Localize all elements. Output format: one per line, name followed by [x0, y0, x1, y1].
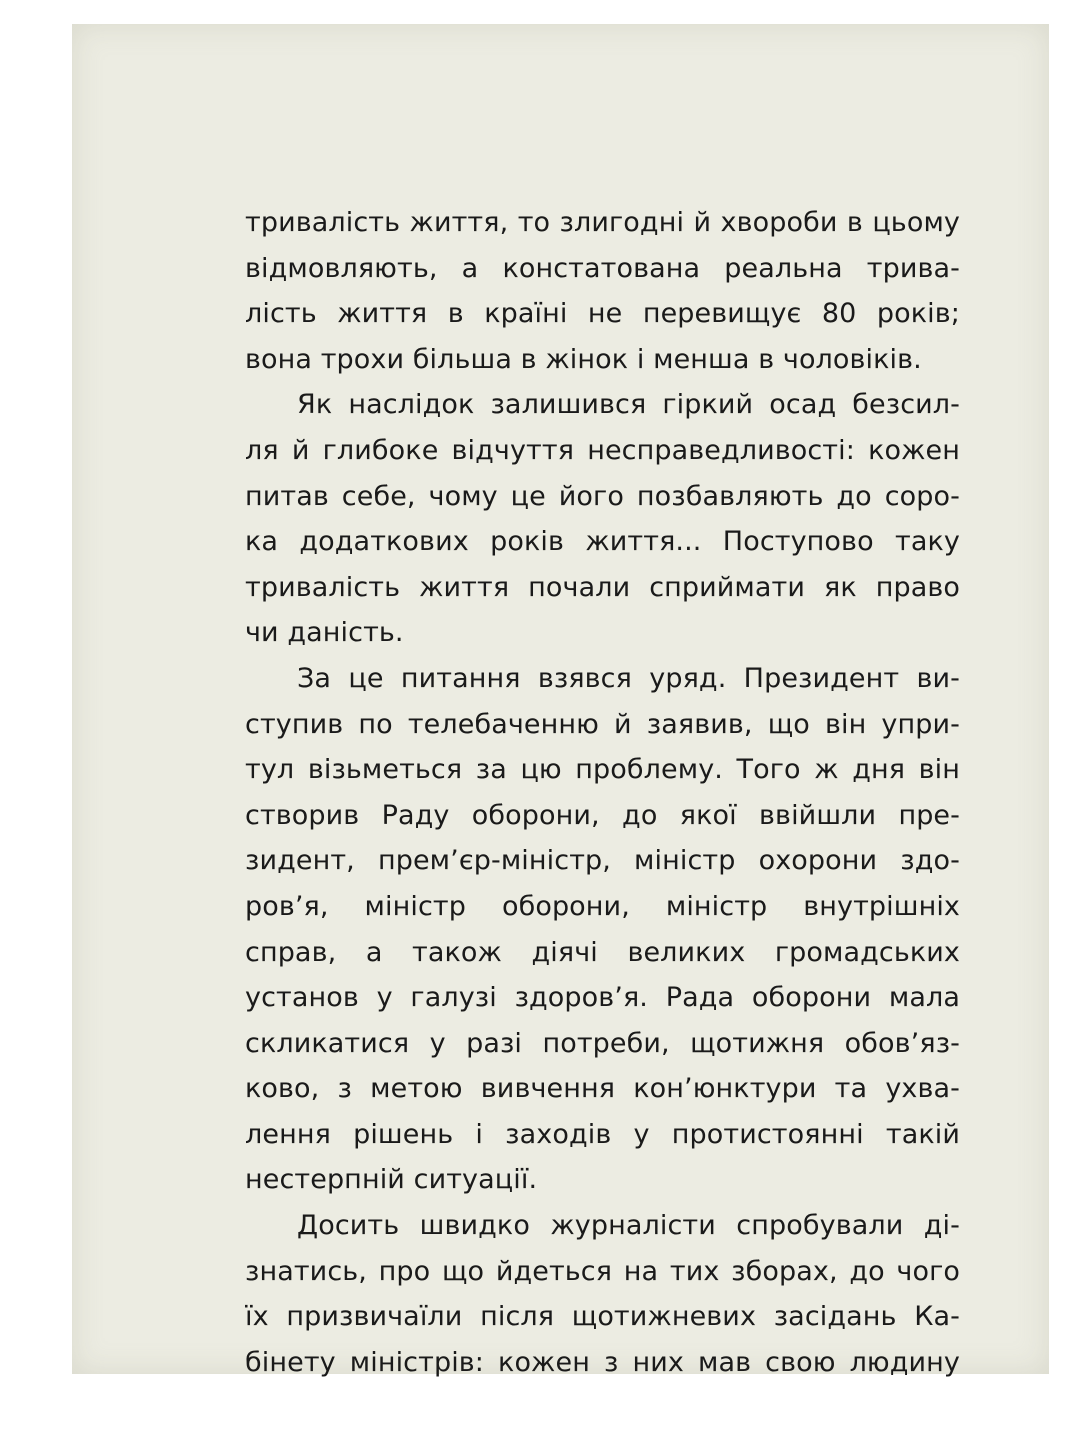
text-line: установ у галузі здоров’я. Рада оборони мала [245, 982, 960, 1014]
text-line: тривалість життя, то злигодні й хвороби в цьому [245, 207, 960, 238]
text-line: створив Раду оборони, до якої ввійшли пре- [245, 799, 960, 831]
text-line: лість життя в країні не перевищує 80 років; [245, 298, 960, 330]
text-line: ка додаткових років життя... Поступово таку [245, 526, 960, 558]
text-line: Як наслідок залишився гіркий осад безсил- [297, 389, 960, 421]
book-page [72, 24, 1049, 1378]
text-line: скликатися у разі потреби, щотижня обов’яз- [245, 1027, 960, 1059]
text-line: За це питання взявся уряд. Президент ви- [297, 662, 960, 694]
text-line: бінету міністрів: кожен з них мав свою людину [245, 1346, 960, 1378]
text-line: зидент, прем’єр-міністр, міністр охорони здо- [245, 845, 960, 877]
text-line: їх призвичаїли після щотижневих засідань Ка- [245, 1301, 960, 1333]
text-line: Досить швидко журналісти спробували ді- [297, 1210, 960, 1242]
text-line: відмовляють, а констатована реальна трива- [245, 252, 960, 284]
text-line: тул візьметься за цю проблему. Того ж дня він [245, 754, 960, 786]
text-line: ступив по телебаченню й заявив, що він упри- [245, 708, 960, 740]
text-line: знатись, про що йдеться на тих зборах, до чого [245, 1255, 960, 1287]
text-line: нестерпній ситуації. [245, 1164, 538, 1196]
text-line: вона трохи більша в жінок і менша в чоловіків. [245, 343, 922, 375]
text-line: справ, а також діячі великих громадських [245, 936, 960, 968]
text-line: лення рішень і заходів у протистоянні такій [245, 1118, 960, 1150]
page-text [245, 200, 960, 1385]
text-line: ково, з метою вивчення кон’юнктури та ухва- [245, 1073, 960, 1105]
text-line: ля й глибоке відчуття несправедливості: кожен [245, 434, 960, 466]
text-line: чи даність. [245, 617, 404, 649]
text-line: тривалість життя почали сприймати як право [245, 571, 960, 603]
text-line: питав себе, чому це його позбавляють до соро- [245, 480, 960, 512]
text-line: ров’я, міністр оборони, міністр внутрішніх [245, 890, 960, 922]
